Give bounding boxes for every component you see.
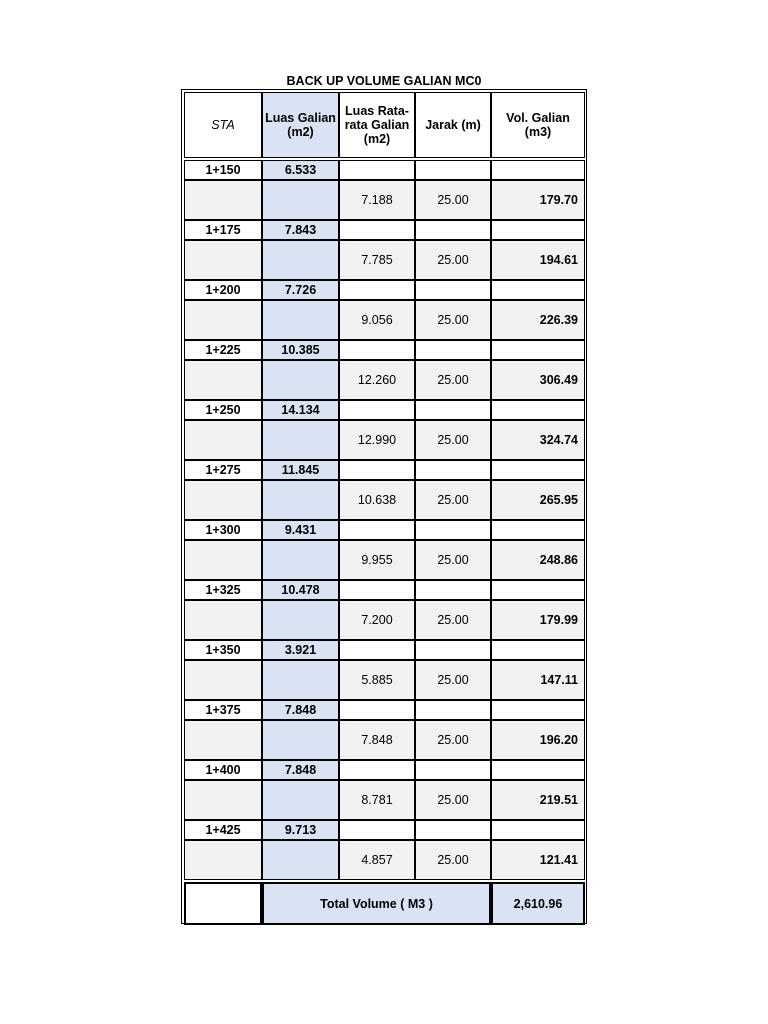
header-vol-galian-line-1: (m3) — [524, 125, 552, 139]
vol-galian-cell: 121.41 — [491, 840, 585, 880]
vol-galian-cell: 179.70 — [491, 180, 585, 220]
jarak-cell: 25.00 — [415, 360, 491, 400]
empty-cell — [262, 300, 339, 340]
vol-galian-cell: 194.61 — [491, 240, 585, 280]
empty-cell — [491, 220, 585, 240]
luas-galian-cell: 7.843 — [262, 220, 339, 240]
volume-table — [181, 89, 587, 924]
empty-cell — [339, 220, 415, 240]
luas-galian-cell: 7.726 — [262, 280, 339, 300]
luas-galian-cell: 10.385 — [262, 340, 339, 360]
header-luas-galian-line-1: (m2) — [287, 125, 314, 139]
empty-cell — [262, 240, 339, 280]
luas-rata-cell: 7.785 — [339, 240, 415, 280]
sta-cell: 1+350 — [184, 640, 262, 660]
empty-cell — [491, 520, 585, 540]
jarak-cell: 25.00 — [415, 180, 491, 220]
jarak-cell: 25.00 — [415, 420, 491, 460]
sta-cell: 1+150 — [184, 160, 262, 180]
sta-cell: 1+275 — [184, 460, 262, 480]
empty-cell — [262, 420, 339, 460]
empty-cell — [491, 160, 585, 180]
empty-cell — [491, 400, 585, 420]
empty-cell — [184, 420, 262, 460]
empty-cell — [339, 460, 415, 480]
header-luas-rata-line-0: Luas Rata- — [345, 104, 409, 118]
vol-galian-cell: 219.51 — [491, 780, 585, 820]
empty-cell — [339, 160, 415, 180]
empty-cell — [415, 700, 491, 720]
empty-cell — [262, 720, 339, 760]
vol-galian-cell: 306.49 — [491, 360, 585, 400]
vol-galian-cell: 324.74 — [491, 420, 585, 460]
empty-cell — [339, 760, 415, 780]
vol-galian-cell: 196.20 — [491, 720, 585, 760]
luas-rata-cell: 8.781 — [339, 780, 415, 820]
empty-cell — [184, 540, 262, 580]
header-vol-galian-line-0: Vol. Galian — [506, 111, 570, 125]
sta-cell: 1+325 — [184, 580, 262, 600]
header-jarak-line-0: Jarak (m) — [425, 118, 481, 132]
luas-galian-cell: 10.478 — [262, 580, 339, 600]
empty-cell — [339, 340, 415, 360]
jarak-cell: 25.00 — [415, 480, 491, 520]
luas-galian-cell: 7.848 — [262, 760, 339, 780]
header-luas-rata-line-1: rata Galian — [344, 118, 410, 132]
jarak-cell: 25.00 — [415, 660, 491, 700]
empty-cell — [415, 280, 491, 300]
empty-cell — [491, 700, 585, 720]
page-title: BACK UP VOLUME GALIAN MC0 — [286, 74, 482, 88]
vol-galian-cell: 248.86 — [491, 540, 585, 580]
empty-cell — [184, 300, 262, 340]
sta-cell: 1+300 — [184, 520, 262, 540]
empty-cell — [184, 360, 262, 400]
luas-galian-cell: 11.845 — [262, 460, 339, 480]
empty-cell — [262, 780, 339, 820]
empty-cell — [262, 660, 339, 700]
luas-rata-cell: 9.955 — [339, 540, 415, 580]
jarak-cell: 25.00 — [415, 240, 491, 280]
sta-cell: 1+225 — [184, 340, 262, 360]
empty-cell — [262, 840, 339, 880]
empty-cell — [339, 280, 415, 300]
jarak-cell: 25.00 — [415, 600, 491, 640]
empty-cell — [415, 340, 491, 360]
luas-rata-cell: 9.056 — [339, 300, 415, 340]
header-jarak — [415, 92, 491, 158]
luas-rata-cell: 4.857 — [339, 840, 415, 880]
empty-cell — [339, 400, 415, 420]
empty-cell — [184, 780, 262, 820]
empty-cell — [262, 180, 339, 220]
empty-cell — [415, 760, 491, 780]
luas-rata-cell: 10.638 — [339, 480, 415, 520]
empty-cell — [184, 180, 262, 220]
empty-cell — [262, 600, 339, 640]
header-luas-galian — [262, 92, 339, 158]
luas-rata-cell: 5.885 — [339, 660, 415, 700]
luas-rata-cell: 7.200 — [339, 600, 415, 640]
luas-galian-cell: 9.431 — [262, 520, 339, 540]
empty-cell — [491, 280, 585, 300]
empty-cell — [415, 520, 491, 540]
empty-cell — [415, 160, 491, 180]
empty-cell — [184, 660, 262, 700]
empty-cell — [491, 820, 585, 840]
empty-cell — [415, 820, 491, 840]
luas-rata-cell: 12.260 — [339, 360, 415, 400]
empty-cell — [339, 640, 415, 660]
header-vol-galian — [491, 92, 585, 158]
sta-cell: 1+425 — [184, 820, 262, 840]
luas-rata-cell: 7.848 — [339, 720, 415, 760]
empty-cell — [262, 480, 339, 520]
empty-cell — [415, 580, 491, 600]
vol-galian-cell: 265.95 — [491, 480, 585, 520]
total-label: Total Volume ( M3 ) — [262, 882, 491, 925]
sta-cell: 1+200 — [184, 280, 262, 300]
header-sta-line-0: STA — [211, 118, 235, 132]
luas-galian-cell: 14.134 — [262, 400, 339, 420]
empty-cell — [184, 600, 262, 640]
empty-cell — [184, 720, 262, 760]
jarak-cell: 25.00 — [415, 840, 491, 880]
luas-rata-cell: 7.188 — [339, 180, 415, 220]
sta-cell: 1+175 — [184, 220, 262, 240]
empty-cell — [184, 480, 262, 520]
jarak-cell: 25.00 — [415, 780, 491, 820]
luas-galian-cell: 6.533 — [262, 160, 339, 180]
vol-galian-cell: 147.11 — [491, 660, 585, 700]
jarak-cell: 25.00 — [415, 720, 491, 760]
luas-galian-cell: 7.848 — [262, 700, 339, 720]
vol-galian-cell: 226.39 — [491, 300, 585, 340]
empty-cell — [491, 640, 585, 660]
empty-cell — [339, 580, 415, 600]
empty-cell — [339, 820, 415, 840]
empty-cell — [184, 840, 262, 880]
empty-cell — [184, 882, 262, 925]
jarak-cell: 25.00 — [415, 300, 491, 340]
empty-cell — [491, 580, 585, 600]
empty-cell — [491, 460, 585, 480]
empty-cell — [415, 460, 491, 480]
header-luas-rata-line-2: (m2) — [363, 132, 391, 146]
sta-cell: 1+400 — [184, 760, 262, 780]
sta-cell: 1+375 — [184, 700, 262, 720]
empty-cell — [415, 220, 491, 240]
luas-galian-cell: 9.713 — [262, 820, 339, 840]
luas-galian-cell: 3.921 — [262, 640, 339, 660]
luas-rata-cell: 12.990 — [339, 420, 415, 460]
empty-cell — [415, 640, 491, 660]
empty-cell — [415, 400, 491, 420]
empty-cell — [339, 520, 415, 540]
jarak-cell: 25.00 — [415, 540, 491, 580]
empty-cell — [491, 340, 585, 360]
total-value: 2,610.96 — [491, 882, 585, 925]
empty-cell — [262, 540, 339, 580]
sta-cell: 1+250 — [184, 400, 262, 420]
empty-cell — [262, 360, 339, 400]
empty-cell — [184, 240, 262, 280]
vol-galian-cell: 179.99 — [491, 600, 585, 640]
header-luas-galian-line-0: Luas Galian — [265, 111, 336, 125]
header-luas-rata — [339, 92, 415, 158]
header-sta — [184, 92, 262, 158]
empty-cell — [491, 760, 585, 780]
empty-cell — [339, 700, 415, 720]
